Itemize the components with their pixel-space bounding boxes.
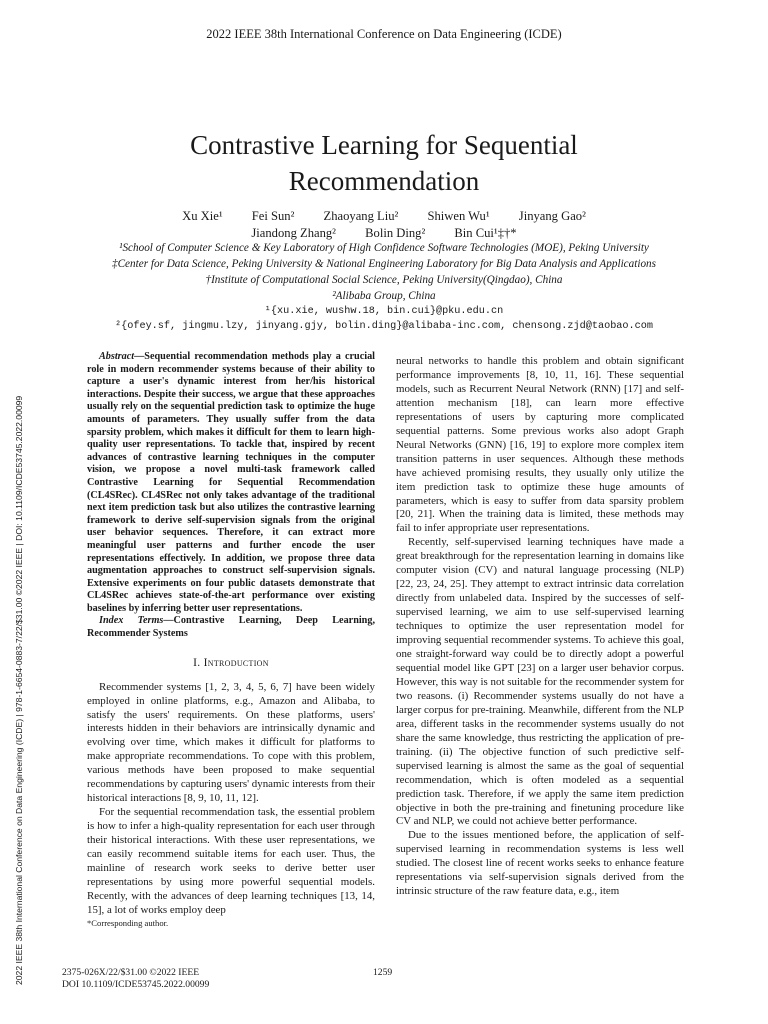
author: Zhaoyang Liu² [323, 209, 399, 223]
title-line-1: Contrastive Learning for Sequential [190, 130, 578, 160]
index-terms-label: Index Terms [99, 615, 164, 627]
paragraph: For the sequential recommendation task, the essential problem is how to infer a high-quality representation for each user through their historical interactions. With these user representations, we can easily recommend suitable items for each user. Thus, the mainline of research work seeks to derive better user representations by using more powerful sequential models. Recently, with the advances of deep learning techniques [13, 14, 15], a lot of works employ deep [87, 806, 375, 916]
title-line-2: Recommendation [288, 166, 480, 196]
author: Jiandong Zhang² [251, 226, 336, 240]
paragraph: Recently, self-supervised learning techniques have made a great breakthrough for the representation learning in domains like computer vision (CV) and natural language processing (NLP) [22, 23, 24, 25]. They attempt to extract intrinsic data correlation directly from unlabeled data. Inspired by the successes of self-supervised learning, we aim to use self-supervised learning techniques to optimize the user representation model for improving sequential recommender systems. To achieve this goal, one straight-forward way could be to directly adopt a powerful sequential model like GPT [23] on a larger user behavior corpus. However, this way is not suitable for the recommender system for two reasons. (i) Recommender systems usually do not have a larger corpus for pre-training. Meanwhile, different from the NLP area, different tasks in the recommender systems usually do not share the same knowledge, thus restricting the application of pre-training. (ii) The objective function of such predictive self-supervised learning is almost the same as the goal of sequential recommendation, which is often modeled as a sequential prediction task. Therefore, if we apply the same item prediction objective in both the pre-training and finetuning procedure like CV and NLP, we could not achieve better performance. [396, 536, 684, 828]
author: Fei Sun² [251, 209, 295, 223]
conference-header: 2022 IEEE 38th International Conference on Data Engineering (ICDE) [206, 27, 562, 41]
author: Shiwen Wu¹ [427, 209, 490, 223]
footer-doi: DOI 10.1109/ICDE53745.2022.00099 [62, 979, 210, 990]
index-terms [87, 615, 375, 640]
affiliation: †Institute of Computational Social Science, Peking University(Qingdao), China [205, 274, 563, 286]
section-heading: I. Introduction [193, 656, 269, 669]
author: Xu Xie¹ [182, 209, 223, 223]
abstract-label: Abstract [99, 351, 135, 362]
affiliation: ²Alibaba Group, China [332, 290, 436, 302]
paragraph: neural networks to handle this problem and obtain significant performance improvements [8, 10, 11, 16]. These sequential models, such as Recurrent Neural Network (RNN) [17] and self-attention mechanism [18], can learn more effective representations of users by capturing more complicated sequential patterns. Some previous works also adopt Graph Neural Networks (GNN) [16, 19] to explore more complex item transition patterns in user sequences. Although these methods have achieved promising results, they usually only utilize the item prediction task to optimize these huge amounts of parameters, which is easy to suffer from data sparsity problem [20, 21]. When the training data is limited, these methods may fail to infer appropriate user representations. [396, 355, 684, 535]
paper-title [0, 127, 768, 199]
footnote: *Corresponding author. [87, 918, 169, 928]
paragraph: Recommender systems [1, 2, 3, 4, 5, 6, 7] have been widely employed in online platforms, e.g., Amazon and Alibaba, to satisfy the users' requirements. On these platforms, users' interests hidden in their behaviors are intrinsically dynamic and evolving over time, which makes it difficult for platforms to make appropriate recommendations. To cope with this problem, various methods have been proposed to make sequential recommendations by capturing users' dynamic interests from their historical interactions [8, 9, 10, 11, 12]. [87, 680, 375, 805]
index-terms-text: —Contrastive Learning, Deep Learning, Recommender Systems [87, 615, 375, 640]
abstract [87, 351, 375, 615]
authors-row-2 [0, 226, 768, 241]
footer-issn: 2375-026X/22/$31.00 ©2022 IEEE [62, 967, 200, 978]
paragraph: Due to the issues mentioned before, the application of self-supervised learning in recommendation systems is less well studied. The closest line of recent works seeks to enhance feature representations via self-supervision signals derived from the intrinsic structure of the raw feature data, e.g., item [396, 829, 684, 898]
page-number: 1259 [373, 967, 393, 978]
sidebar-copyright: 2022 IEEE 38th International Conference on Data Engineering (ICDE) | 978-1-6654-0883-7/22/$31.00 ©2022 IEEE | DOI: 10.1109/ICDE53745.2022.00099 [14, 395, 24, 985]
footer-info [62, 967, 209, 991]
author: Jinyang Gao² [518, 209, 586, 223]
author: Bolin Ding² [365, 226, 426, 240]
email-line-1: ¹{xu.xie, wushw.18, bin.cui}@pku.edu.cn [264, 306, 504, 317]
left-column [87, 351, 375, 918]
authors-row-1 [0, 209, 768, 224]
affiliation: ¹School of Computer Science & Key Laboratory of High Confidence Software Technologies (MOE), Peking University [119, 242, 649, 254]
email-line-2: ²{ofey.sf, jingmu.lzy, jinyang.gjy, bolin.ding}@alibaba-inc.com, chensong.zjd@taobao.com [115, 321, 653, 332]
affiliation: ‡Center for Data Science, Peking University & National Engineering Laboratory for Big Data Analysis and Applications [112, 258, 656, 270]
author: Bin Cui¹‡†* [454, 226, 517, 240]
right-column [396, 355, 684, 899]
abstract-text: —Sequential recommendation methods play a crucial role in modern recommender systems because of their ability to capture a user's dynamic interest from her/his historical interactions. Despite their success, we argue that these approaches usually rely on the sequential prediction task to optimize the huge amounts of parameters. They usually suffer from the data sparsity problem, which makes it difficult for them to learn high-quality user representations. To tackle that, inspired by recent advances of contrastive learning techniques in the computer vision, we propose a novel multi-task framework called Contrastive Learning for Sequential Recommendation (CL4SRec). CL4SRec not only takes advantage of the traditional next item prediction task but also utilizes the contrastive learning framework to derive self-supervision signals from the original user behavior sequences. Therefore, it can extract more meaningful user patterns and further encode the user representations effectively. In addition, we propose three data augmentation approaches to construct self-supervision signals. Extensive experiments on four public datasets demonstrate that CL4SRec achieves state-of-the-art performance over existing baselines by inferring better user representations. [87, 351, 375, 614]
